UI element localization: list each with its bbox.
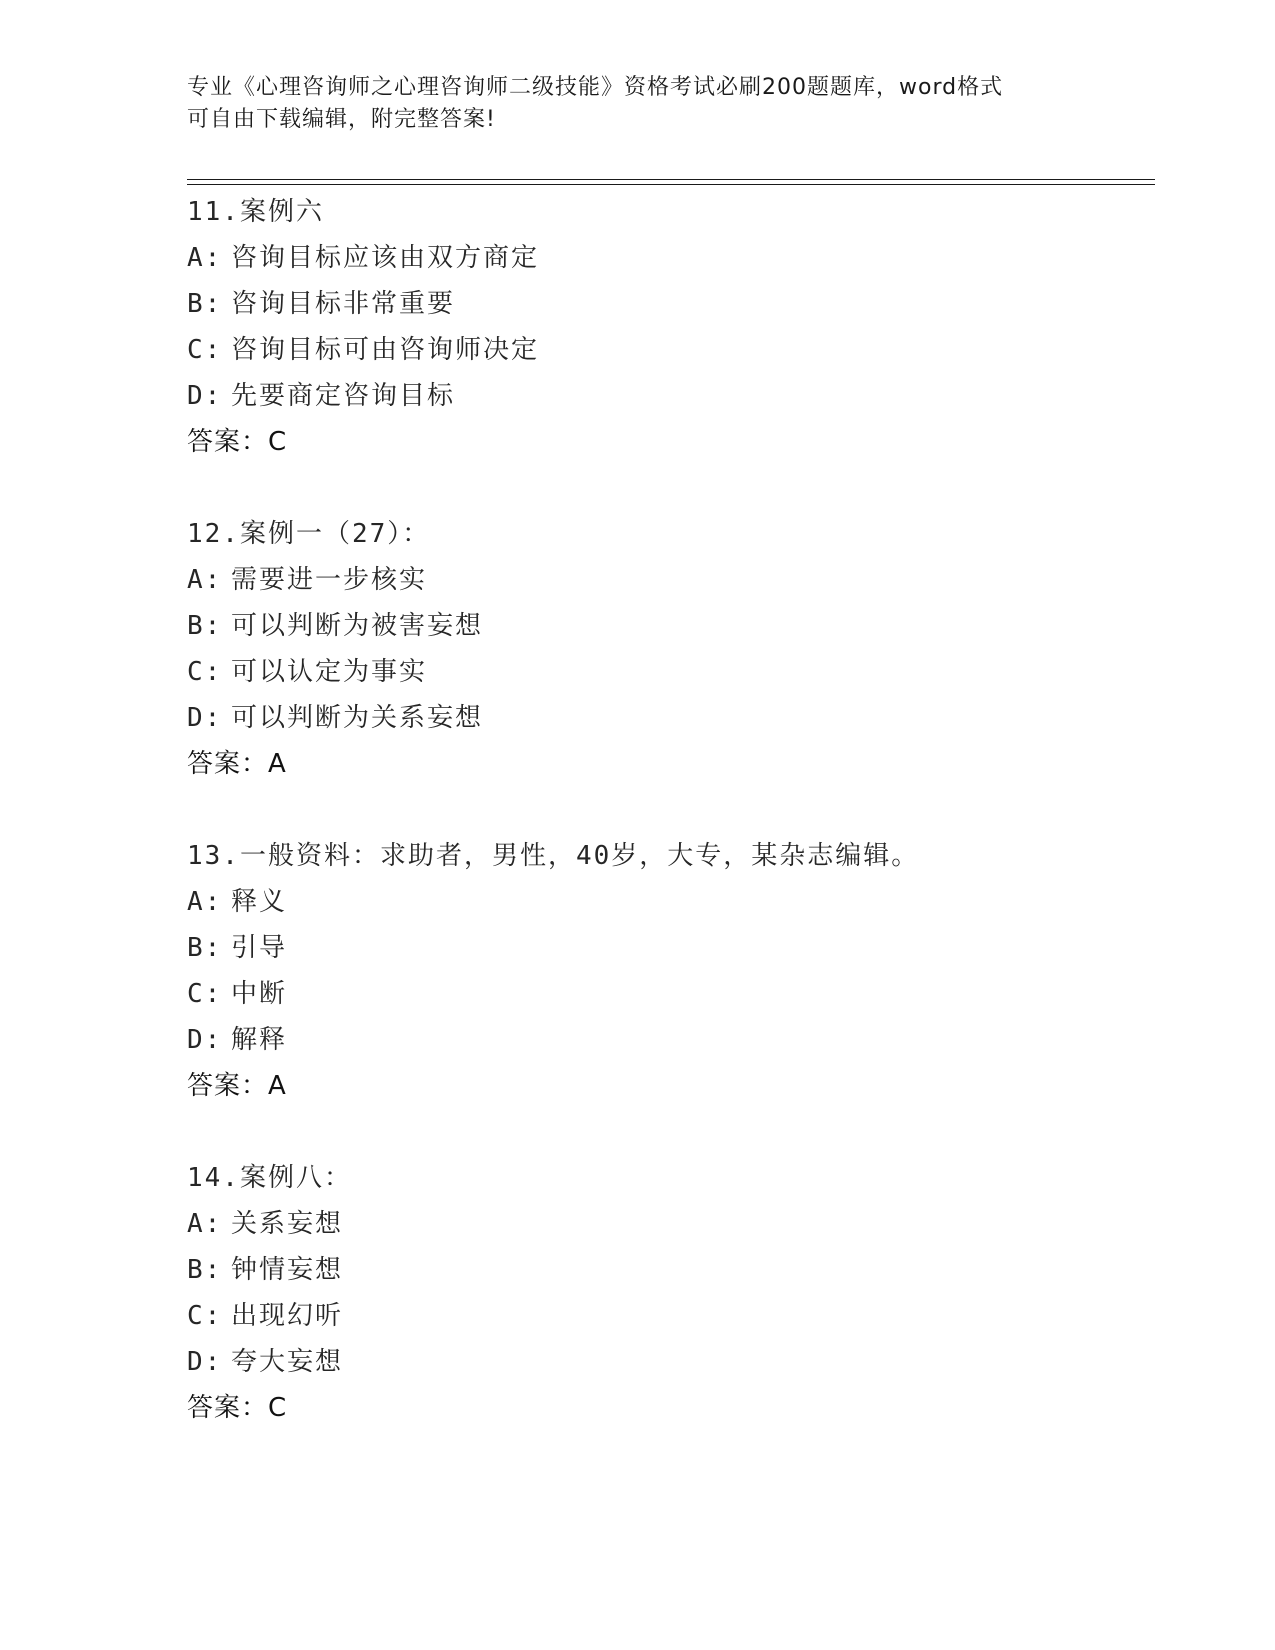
- option-b: [187, 603, 1147, 649]
- option-text: 夸大妄想: [231, 1347, 344, 1377]
- option-text: 可以判断为关系妄想: [231, 703, 484, 733]
- option-letter: C:: [187, 1301, 223, 1331]
- option-a: [187, 235, 1147, 281]
- option-letter: B:: [187, 1255, 223, 1285]
- option-a: [187, 557, 1147, 603]
- question-title: 12.案例一（27）：: [187, 519, 431, 549]
- question-title: 11.案例六: [187, 197, 324, 227]
- option-c: [187, 327, 1147, 373]
- option-text: 咨询目标可由咨询师决定: [231, 335, 540, 365]
- option-letter: A:: [187, 1209, 223, 1239]
- option-letter: A:: [187, 565, 223, 595]
- header-line-2: 可自由下载编辑，附完整答案!: [187, 107, 496, 132]
- option-d: [187, 695, 1147, 741]
- option-d: [187, 373, 1147, 419]
- option-letter: D:: [187, 1347, 223, 1377]
- header-divider-bottom: [187, 184, 1155, 185]
- answer-line: 答案：A: [187, 749, 287, 779]
- option-text: 可以判断为被害妄想: [231, 611, 484, 641]
- header-line-1: 专业《心理咨询师之心理咨询师二级技能》资格考试必刷200题题库，word格式: [187, 75, 1004, 100]
- option-letter: C:: [187, 335, 223, 365]
- option-a: [187, 1201, 1147, 1247]
- option-letter: B:: [187, 289, 223, 319]
- answer-line: 答案：C: [187, 1393, 288, 1423]
- option-text: 先要商定咨询目标: [231, 381, 456, 411]
- option-text: 出现幻听: [231, 1301, 344, 1331]
- option-letter: C:: [187, 979, 223, 1009]
- option-text: 咨询目标应该由双方商定: [231, 243, 540, 273]
- option-c: [187, 649, 1147, 695]
- option-letter: A:: [187, 243, 223, 273]
- answer-line: 答案：C: [187, 427, 288, 457]
- question-14: [187, 1155, 1147, 1431]
- question-11: [187, 189, 1147, 465]
- option-text: 关系妄想: [231, 1209, 344, 1239]
- option-b: [187, 925, 1147, 971]
- option-text: 咨询目标非常重要: [231, 289, 456, 319]
- option-text: 需要进一步核实: [231, 565, 428, 595]
- option-b: [187, 281, 1147, 327]
- option-letter: A:: [187, 887, 223, 917]
- option-letter: B:: [187, 933, 223, 963]
- question-12: [187, 511, 1147, 787]
- answer-line: 答案：A: [187, 1071, 287, 1101]
- option-letter: D:: [187, 703, 223, 733]
- option-c: [187, 1293, 1147, 1339]
- option-c: [187, 971, 1147, 1017]
- option-letter: D:: [187, 381, 223, 411]
- question-title: 14.案例八：: [187, 1163, 352, 1193]
- option-text: 钟情妄想: [231, 1255, 344, 1285]
- option-letter: B:: [187, 611, 223, 641]
- question-list: [187, 189, 1147, 1477]
- option-text: 可以认定为事实: [231, 657, 428, 687]
- question-title: 13.一般资料：求助者，男性，40岁，大专，某杂志编辑。: [187, 841, 920, 871]
- option-text: 引导: [231, 933, 288, 963]
- option-letter: D:: [187, 1025, 223, 1055]
- option-a: [187, 879, 1147, 925]
- option-text: 释义: [231, 887, 288, 917]
- header-divider-top: [187, 179, 1155, 180]
- option-b: [187, 1247, 1147, 1293]
- question-13: [187, 833, 1147, 1109]
- option-letter: C:: [187, 657, 223, 687]
- option-d: [187, 1017, 1147, 1063]
- option-d: [187, 1339, 1147, 1385]
- option-text: 中断: [231, 979, 288, 1009]
- option-text: 解释: [231, 1025, 288, 1055]
- document-header: [187, 72, 1067, 136]
